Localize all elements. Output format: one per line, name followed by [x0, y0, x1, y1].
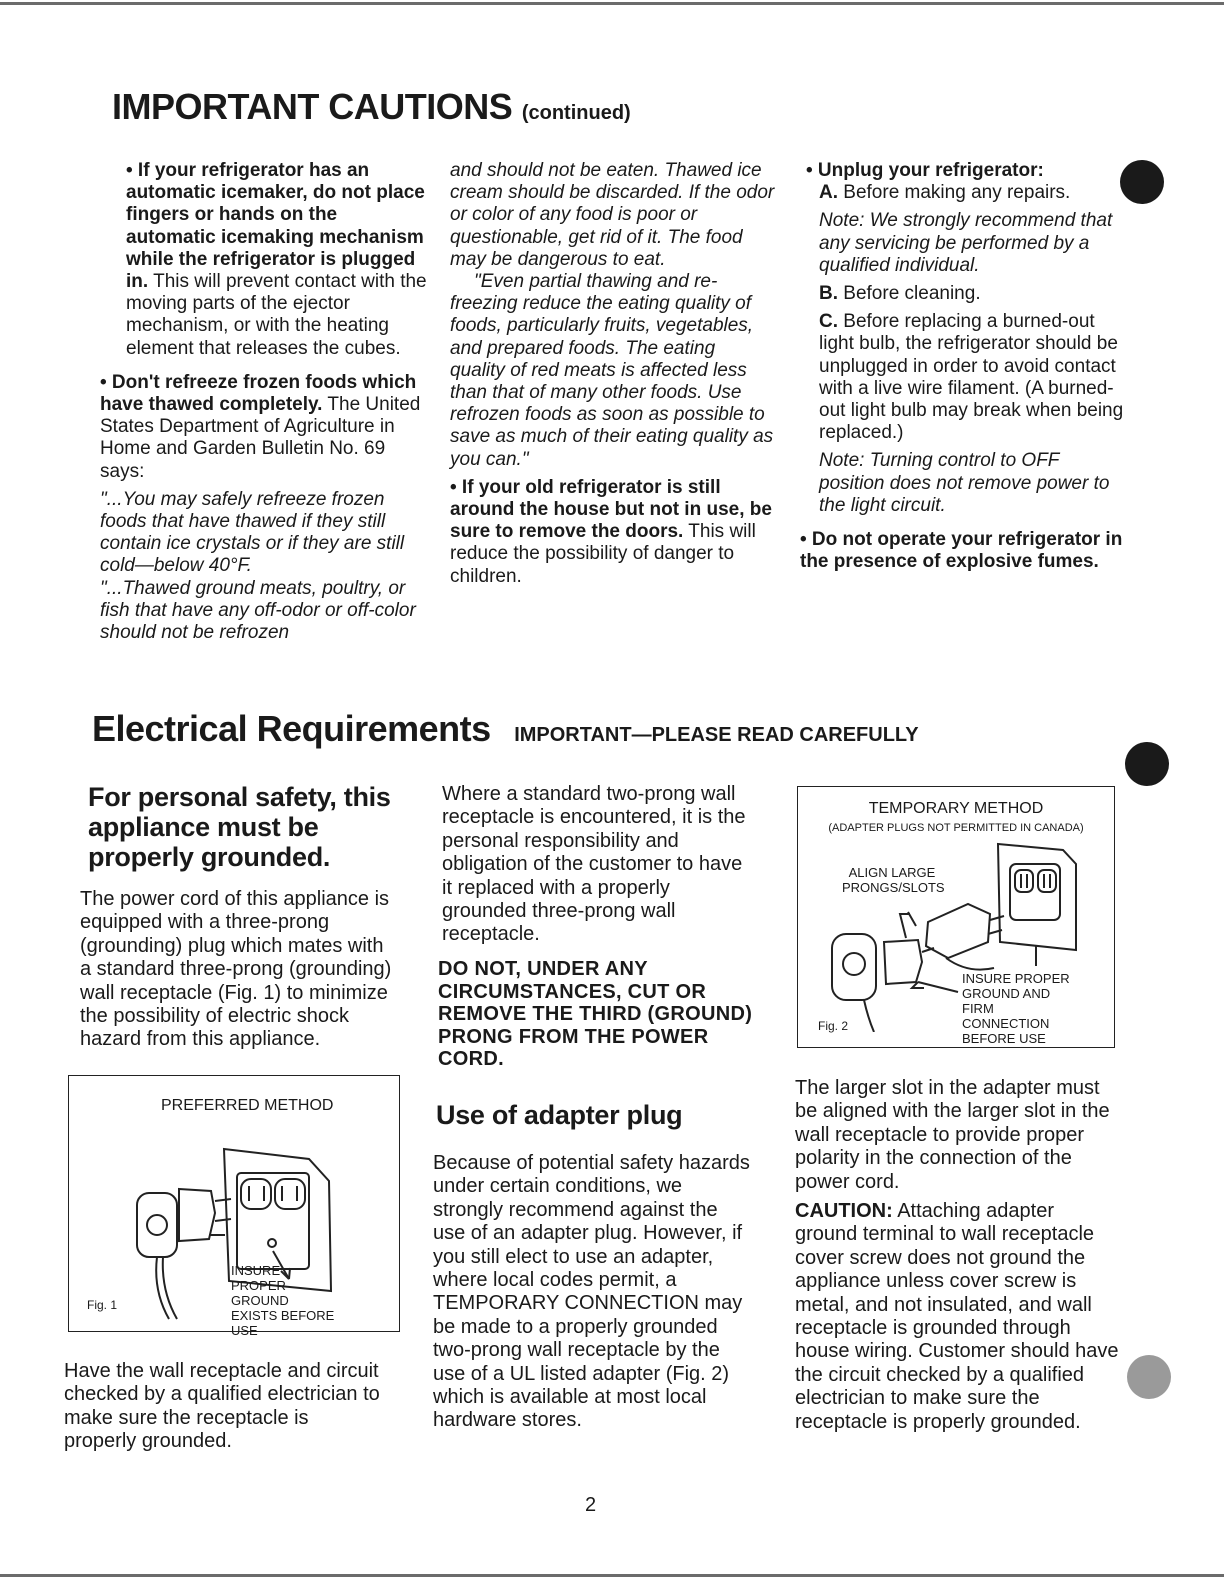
- cautions-column-1: [100, 160, 430, 644]
- cautions-title-suffix: (continued): [521, 102, 631, 124]
- quote-continued: and should not be eaten. Thawed ice cream should be discarded. If the odor or color of any food is poor or questionable, get rid of it. The food may be dangerous to eat.: [450, 160, 775, 270]
- cautions-column-2: [450, 160, 775, 588]
- note-servicing: We strongly recommend that any servicing be performed by a qualified individual.: [819, 210, 1113, 276]
- doors-text: This will reduce the possibility of danger to children.: [450, 521, 756, 587]
- figure-1-preferred-method: [68, 1075, 400, 1338]
- quote-ground-meats: "...Thawed ground meats, poultry, or fish that have any off-odor or off-color should not be refrozen: [100, 577, 416, 644]
- refreeze-warning: • Don't refreeze frozen foods which have thawed completely.: [100, 371, 417, 416]
- caution-text: Attaching adapter ground terminal to wall receptacle cover screw does not ground the appliance unless cover screw is metal, and not insulated, and wall receptacle is grounded through house wiring. Customer should have the circuit checked by a qualified electrician to make sure the receptacle is properly grounded.: [795, 1200, 1119, 1433]
- ground-prong-warning: DO NOT, UNDER ANY CIRCUMSTANCES, CUT OR REMOVE THE THIRD (GROUND) PRONG FROM THE POWER CORD.: [438, 958, 753, 1070]
- quote-partial-thawing: "Even partial thawing and re-freezing reduce the eating quality of foods, particularly fruits, vegetables, and prepared foods. The eating quality of red meats is affected less than that of many other foods. Use refrozen foods as soon as possible to save as much of their eating quality as you can.": [450, 271, 774, 470]
- fig1-title: PREFERRED METHOD: [161, 1097, 334, 1114]
- top-scan-edge: [0, 2, 1224, 5]
- safety-heading: For personal safety, this appliance must be properly grounded.: [88, 782, 391, 872]
- cautions-title: IMPORTANT CAUTIONS (continued): [112, 86, 631, 127]
- safety-text: The power cord of this appliance is equipped with a three-prong (grounding) plug which mates with a standard three-prong (grounding) wall receptacle (Fig. 1) to minimize the possibility of electric shock hazard from this appliance.: [80, 888, 392, 1051]
- fig1-callout: INSURE PROPER GROUND EXISTS BEFORE USE: [231, 1263, 335, 1338]
- figure-2-temporary-method: [797, 786, 1115, 1048]
- page-number: 2: [585, 1494, 597, 1516]
- slot-alignment-text: The larger slot in the adapter must be aligned with the larger slot in the wall receptacle to provide proper polarity in the connection of the power cord. CAUTION: Attaching adapter ground terminal to wall receptacle cover screw does not ground the appliance unless cover screw is metal, and not insulated, and wall receptacle is grounded through house wiring. Customer should have the circuit checked by a qualified electrician to make sure the receptacle is properly grounded.: [795, 1077, 1119, 1433]
- adapter-plug-heading: Use of adapter plug: [436, 1100, 683, 1130]
- icemaker-warning: • If your refrigerator has an automatic icemaker, do not place fingers or hands on the automatic icemaking mechanism while the refrigerator is plugged in.: [126, 160, 425, 293]
- fig1-label: Fig. 1: [87, 1298, 118, 1312]
- unplug-heading: • Unplug your refrigerator:: [806, 160, 1044, 181]
- fig2-callout: INSURE PROPER GROUND AND FIRM CONNECTION BEFORE USE: [962, 971, 1070, 1046]
- note-light-circuit: Turning control to OFF position does not remove power to the light circuit.: [819, 450, 1110, 516]
- refreeze-text: The United States Department of Agriculture in Home and Garden Bulletin No. 69 says:: [100, 394, 421, 482]
- punch-hole-dot: [1120, 160, 1164, 204]
- fig2-title: TEMPORARY METHOD: [868, 800, 1044, 817]
- punch-hole-dot: [1125, 742, 1169, 786]
- fig2-label: Fig. 2: [818, 1019, 849, 1033]
- fig2-subtitle: (ADAPTER PLUGS NOT PERMITTED IN CANADA): [828, 822, 1084, 834]
- caution-label: CAUTION:: [795, 1200, 893, 1223]
- unplug-c-text: Before replacing a burned-out light bulb, the refrigerator should be unplugged in order to avoid contact with a live wire filament. (A burned-out light bulb may break when being replaced.): [819, 311, 1124, 444]
- electrical-title: Electrical Requirements IMPORTANT—PLEASE READ CAREFULLY: [92, 708, 919, 749]
- icemaker-text: This will prevent contact with the moving parts of the ejector mechanism, or with the heating element that releases the cubes.: [126, 271, 427, 359]
- doors-warning: • If your old refrigerator is still around the house but not in use, be sure to remove the doors.: [450, 476, 772, 543]
- check-receptacle-text: Have the wall receptacle and circuit checked by a qualified electrician to make sure the receptacle is properly grounded.: [64, 1360, 380, 1453]
- explosive-fumes-warning: • Do not operate your refrigerator in the presence of explosive fumes.: [800, 529, 1123, 573]
- electrical-subtitle: IMPORTANT—PLEASE READ CAREFULLY: [514, 724, 919, 746]
- bottom-scan-edge: [0, 1574, 1224, 1577]
- cautions-column-3: • Unplug your refrigerator: A. Before making any repairs. Note: We strongly recommend that any servicing be performed by a qualified individual. B. Before cleaning. C. Before replacing a burned-out light bulb, the refrigerator should be unplugged in order to avoid contact with a live wire filament. (A burned-out light bulb may break when being replaced.) Note: Turning control to OFF position does not remove power to the light circuit. • Do not operate your refrigerator in the presence of explosive fumes.: [800, 160, 1124, 573]
- quote-refreeze: "...You may safely refreeze frozen foods that have thawed if they still contain ice crystals or if they are still cold—below 40°F.: [100, 488, 405, 577]
- adapter-plug-text: Because of potential safety hazards under certain conditions, we strongly recommend against the use of an adapter plug. However, if you still elect to use an adapter, where local codes permit, a TEMPORARY CONNECTION may be made to a properly grounded two-prong wall receptacle by the use of a UL listed adapter (Fig. 2) which is available at most local hardware stores.: [433, 1152, 750, 1432]
- unplug-b-text: Before cleaning.: [843, 283, 981, 305]
- two-prong-text: Where a standard two-prong wall receptacle is encountered, it is the personal responsibility and obligation of the customer to have it replaced with a properly grounded three-prong wall receptacle.: [442, 783, 746, 946]
- punch-hole-dot: [1127, 1355, 1171, 1399]
- unplug-a-text: Before making any repairs.: [843, 182, 1071, 204]
- fig2-align-label: ALIGN LARGE PRONGS/SLOTS: [842, 865, 945, 895]
